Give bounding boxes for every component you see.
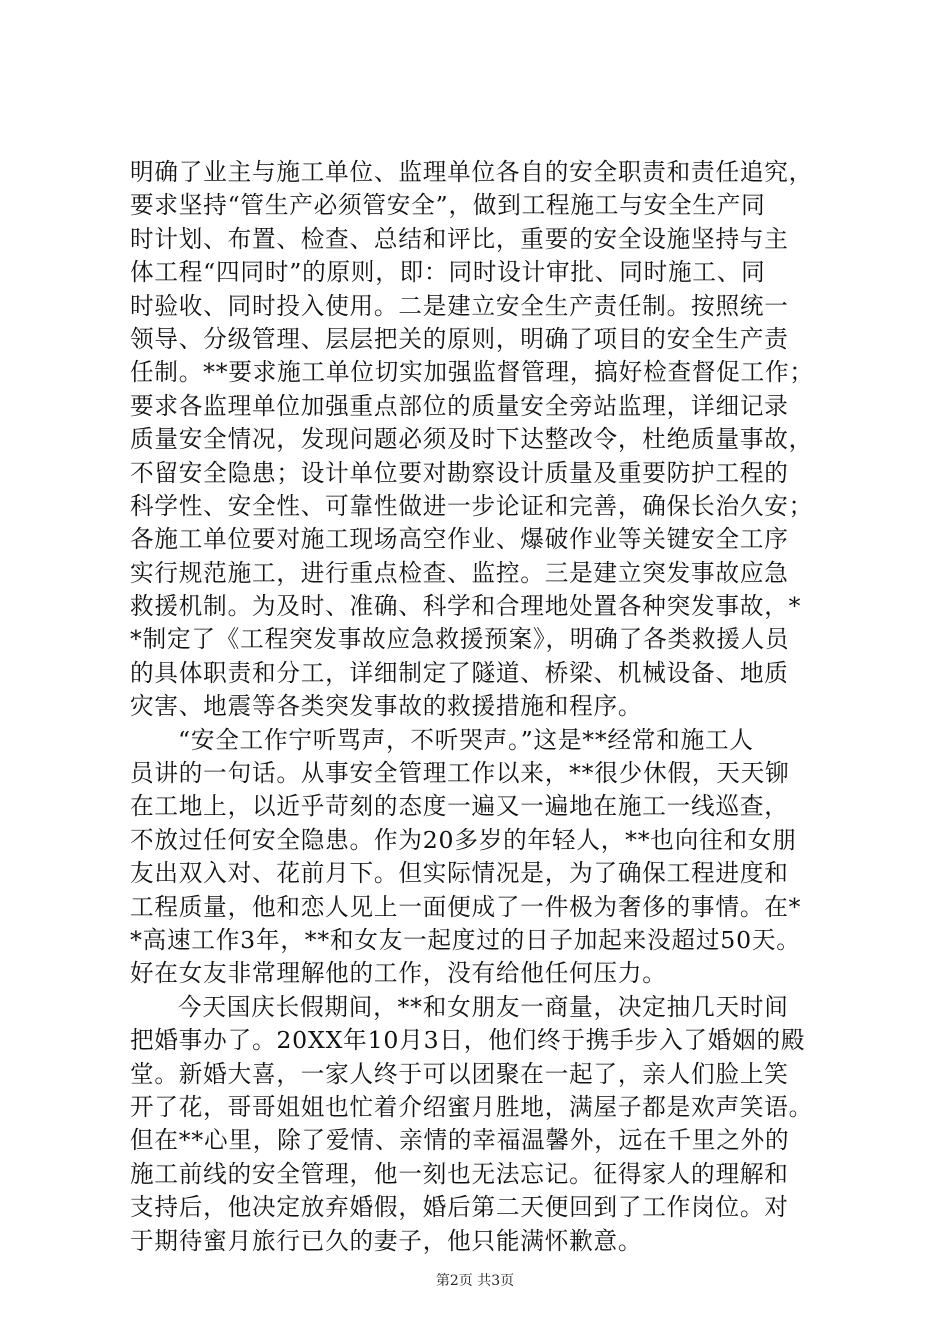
- text-line: 工程质量，他和恋人见上一面便成了一件极为奢侈的事情。在*: [130, 892, 802, 921]
- text-line: 领导、分级管理、层层把关的原则，明确了项目的安全生产责: [130, 324, 789, 353]
- text-line: “安全工作宁听骂声，不听哭声。”这是**经常和施工人: [178, 725, 754, 754]
- text-line: 时验收、同时投入使用。二是建立安全生产责任制。按照统一: [130, 291, 789, 320]
- body-text: [130, 156, 830, 1258]
- text-line: 堂。新婚大喜，一家人终于可以团聚在一起了，亲人们脸上笑: [130, 1059, 789, 1088]
- text-line: 友出双入对、花前月下。但实际情况是，为了确保工程进度和: [130, 859, 789, 888]
- text-line: 灾害、地震等各类突发事故的救援措施和程序。: [130, 692, 643, 721]
- text-line: 员讲的一句话。从事安全管理工作以来，**很少休假，天天铆: [130, 759, 790, 788]
- text-line: 开了花，哥哥姐姐也忙着介绍蜜月胜地，满屋子都是欢声笑语。: [130, 1092, 814, 1121]
- text-line: 救援机制。为及时、准确、科学和合理地处置各种突发事故，*: [130, 592, 802, 621]
- text-line: 各施工单位要对施工现场高空作业、爆破作业等关键安全工序: [130, 525, 789, 554]
- page-footer: 第2页 共3页: [435, 1273, 515, 1289]
- text-line: 要求坚持“管生产必须管安全”，做到工程施工与安全生产同: [130, 191, 766, 220]
- text-line: 在工地上，以近乎苛刻的态度一遍又一遍地在施工一线巡查，: [130, 792, 789, 821]
- text-line: 但在**心里，除了爱情、亲情的幸福温馨外，远在千里之外的: [130, 1126, 790, 1155]
- text-line: 不留安全隐患；设计单位要对勘察设计质量及重要防护工程的: [130, 458, 789, 487]
- text-line: 施工前线的安全管理，他一刻也无法忘记。征得家人的理解和: [130, 1159, 789, 1188]
- text-line: 不放过任何安全隐患。作为20多岁的年轻人，**也向往和女朋: [130, 825, 797, 854]
- text-line: *制定了《工程突发事故应急救援预案》，明确了各类救援人员: [130, 625, 790, 654]
- text-line: 好在女友非常理解他的工作，没有给他任何压力。: [130, 959, 667, 988]
- text-line: 明确了业主与施工单位、监理单位各自的安全职责和责任追究，: [130, 158, 814, 186]
- text-line: 质量安全情况，发现问题必须及时下达整改令，杜绝质量事故，: [130, 425, 814, 454]
- text-line: 于期待蜜月旅行已久的妻子，他只能满怀歉意。: [130, 1226, 643, 1255]
- text-line: 科学性、安全性、可靠性做进一步论证和完善，确保长治久安；: [130, 491, 814, 520]
- text-line: 任制。**要求施工单位切实加强监督管理，搞好检查督促工作；: [130, 358, 814, 387]
- text-line: 的具体职责和分工，详细制定了隧道、桥梁、机械设备、地质: [130, 658, 789, 687]
- text-line: 今天国庆长假期间，**和女朋友一商量，决定抽几天时间: [178, 992, 789, 1021]
- text-line: 把婚事办了。20XX年10月3日，他们终于携手步入了婚姻的殿: [130, 1026, 806, 1055]
- text-line: 时计划、布置、检查、总结和评比，重要的安全设施坚持与主: [130, 224, 789, 253]
- text-line: 实行规范施工，进行重点检查、监控。三是建立突发事故应急: [130, 558, 789, 587]
- text-line: 要求各监理单位加强重点部位的质量安全旁站监理，详细记录: [130, 391, 789, 420]
- text-line: 体工程“四同时”的原则，即：同时设计审批、同时施工、同: [130, 258, 766, 287]
- text-line: *高速工作3年，**和女友一起度过的日子加起来没超过50天。: [130, 925, 801, 954]
- text-line: 支持后，他决定放弃婚假，婚后第二天便回到了工作岗位。对: [130, 1193, 789, 1222]
